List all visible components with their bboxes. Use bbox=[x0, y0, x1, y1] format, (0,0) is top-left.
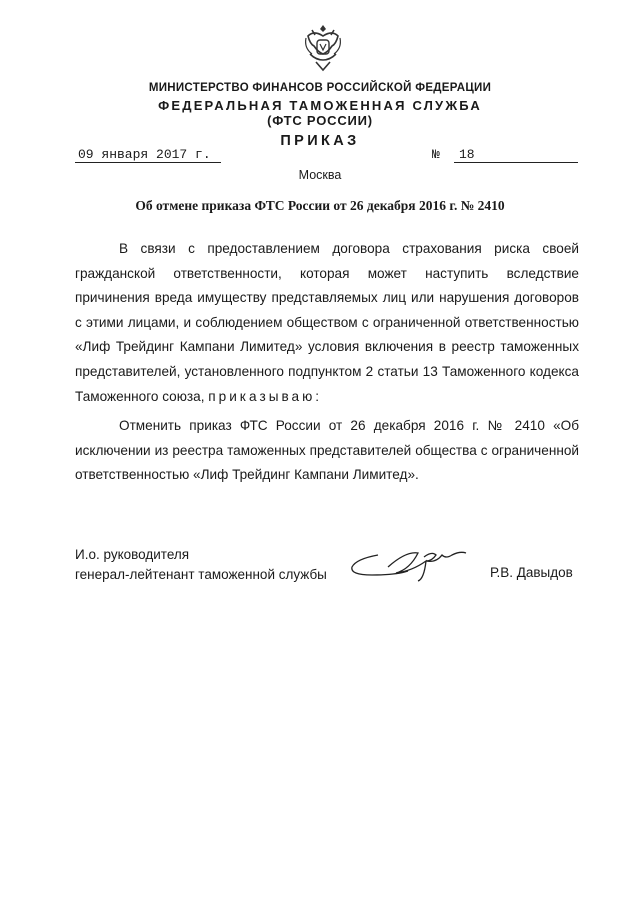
signer-name: Р.В. Давыдов bbox=[490, 565, 573, 580]
service-abbreviation: (ФТС РОССИИ) bbox=[267, 113, 373, 128]
order-number-label: № bbox=[432, 147, 440, 162]
handwritten-signature bbox=[348, 543, 476, 583]
order-date: 09 января 2017 г. bbox=[78, 147, 211, 162]
coat-of-arms-emblem bbox=[302, 22, 344, 72]
position-line-2: генерал-лейтенант таможенной службы bbox=[75, 567, 327, 582]
order-paragraph bbox=[75, 414, 579, 488]
order-word: приказываю: bbox=[208, 388, 323, 404]
document-type: ПРИКАЗ bbox=[280, 133, 360, 149]
order-number: 18 bbox=[459, 147, 475, 162]
service-title: ФЕДЕРАЛЬНАЯ ТАМОЖЕННАЯ СЛУЖБА bbox=[158, 98, 482, 113]
ministry-title: МИНИСТЕРСТВО ФИНАНСОВ РОССИЙСКОЙ ФЕДЕРАЦИИ bbox=[148, 82, 492, 94]
preamble-paragraph bbox=[75, 237, 579, 409]
number-underline bbox=[454, 161, 578, 163]
city: Москва bbox=[298, 168, 342, 182]
order-subject: Об отмене приказа ФТС России от 26 декабря 2016 г. № 2410 bbox=[135, 198, 505, 213]
order-text: Отменить приказ ФТС России от 26 декабря 2016 г. № 2410 «Об исключении из реестра таможенных представителей общества с ограниченной ответственностью «Лиф Трейдинг Кампани Лимитед». bbox=[75, 418, 579, 483]
date-underline bbox=[75, 161, 221, 163]
preamble-text: В связи с предоставлением договора страхования риска своей гражданской ответственности, которая может наступить вследствие причинения вреда имуществу представляемых лиц или нарушения договоров с этими лицами, и соблюдением обществом с ограниченной ответственностью «Лиф Трейдинг Кампани Лимитед» условия включения в реестр таможенных представителей, установленного подпунктом 2 статьи 13 Таможенного кодекса Таможенного союза, bbox=[75, 241, 579, 404]
position-line-1: И.о. руководителя bbox=[75, 547, 190, 562]
signatory-position bbox=[75, 545, 327, 585]
